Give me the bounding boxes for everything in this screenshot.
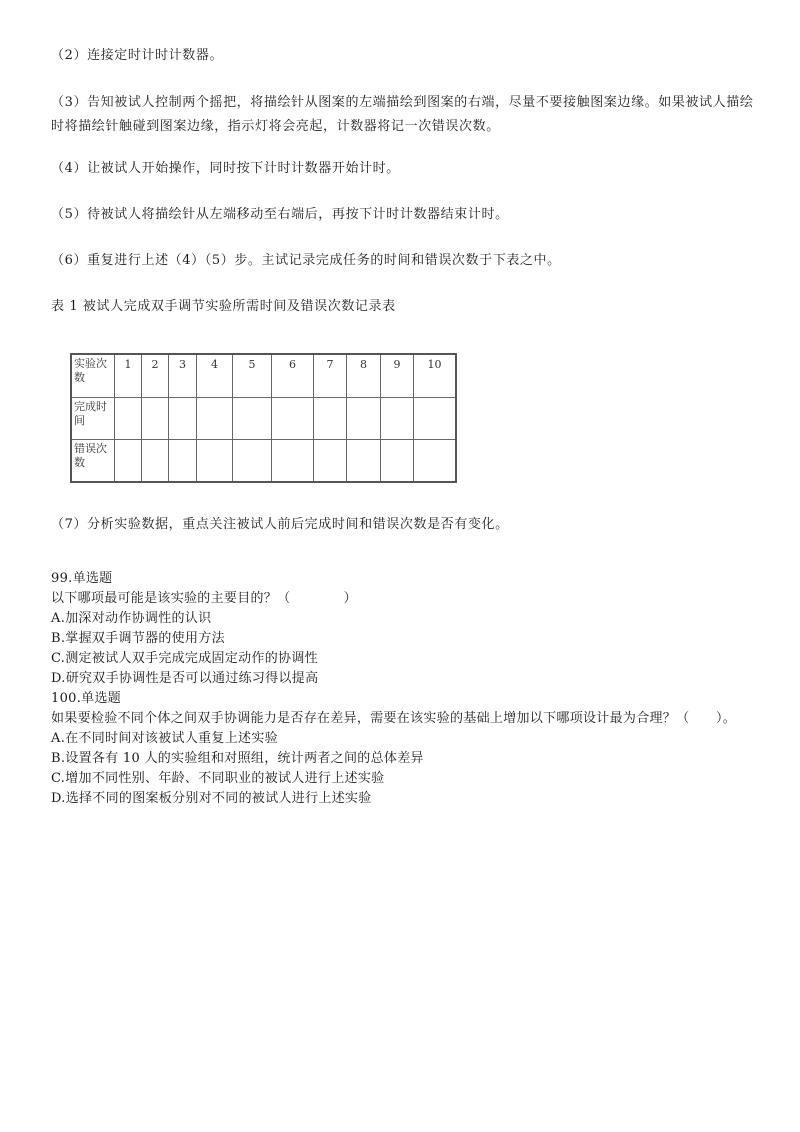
trial-number: 9: [381, 354, 414, 398]
question-99-option-c: C.测定被试人双手完成完成固定动作的协调性: [51, 651, 318, 666]
question-99-option-a: A.加深对动作协调性的认识: [51, 611, 212, 626]
row-header-trials: 实验次数: [71, 354, 115, 398]
trial-number: 2: [142, 354, 169, 398]
table-cell: [115, 398, 142, 440]
row-header-errors: 错误次数: [71, 440, 115, 483]
trial-number: 3: [169, 354, 197, 398]
table-caption: 表 1 被试人完成双手调节实验所需时间及错误次数记录表: [51, 299, 396, 314]
trial-number: 1: [115, 354, 142, 398]
question-99-stem: 以下哪项最可能是该实验的主要目的？（ ）: [51, 591, 357, 606]
table-cell: [115, 440, 142, 483]
trial-number: 8: [347, 354, 381, 398]
table-cell: [233, 398, 272, 440]
step-2: （2）连接定时计时计数器。: [51, 48, 224, 63]
question-100-number: 100.单选题: [51, 691, 122, 706]
table-cell: [414, 398, 457, 440]
table-cell: [169, 398, 197, 440]
table-row-time: [71, 398, 456, 440]
table-cell: [197, 440, 233, 483]
question-99-option-d: D.研究双手协调性是否可以通过练习得以提高: [51, 671, 319, 686]
trial-number: 7: [314, 354, 347, 398]
table-cell: [142, 440, 169, 483]
table-cell: [314, 440, 347, 483]
question-100-option-a: A.在不同时间对该被试人重复上述实验: [51, 731, 278, 746]
table-cell: [347, 398, 381, 440]
step-6: （6）重复进行上述（4）（5）步。主试记录完成任务的时间和错误次数于下表之中。: [51, 253, 561, 268]
trial-number: 5: [233, 354, 272, 398]
step-7: （7）分析实验数据，重点关注被试人前后完成时间和错误次数是否有变化。: [51, 517, 509, 532]
table-row-errors: [71, 440, 456, 483]
table-cell: [347, 440, 381, 483]
question-100-option-d: D.选择不同的图案板分别对不同的被试人进行上述实验: [51, 791, 372, 806]
step-3: （3）告知被试人控制两个摇把，将描绘针从图案的左端描绘到图案的右端，尽量不要接触图案边缘。如果被试人描绘时将描绘针触碰到图案边缘，指示灯将会亮起，计数器将记一次错误次数。: [51, 95, 754, 134]
step-5: （5）待被试人将描绘针从左端移动至右端后，再按下计时计数器结束计时。: [51, 207, 509, 222]
question-100-option-c: C.增加不同性别、年龄、不同职业的被试人进行上述实验: [51, 771, 385, 786]
trial-number: 4: [197, 354, 233, 398]
question-99-option-b: B.掌握双手调节器的使用方法: [51, 631, 225, 646]
table-cell: [233, 440, 272, 483]
table-cell: [272, 440, 314, 483]
question-100-option-b: B.设置各有 10 人的实验组和对照组，统计两者之间的总体差异: [51, 751, 424, 766]
table-cell: [381, 398, 414, 440]
question-100-stem: 如果要检验不同个体之间双手协调能力是否存在差异，需要在该实验的基础上增加以下哪项设计最为合理？（ ）。: [51, 711, 737, 726]
questions-section: [51, 569, 761, 809]
table-row-trials: [71, 354, 456, 398]
question-99-number: 99.单选题: [51, 571, 113, 586]
table-cell: [142, 398, 169, 440]
row-header-time: 完成时间: [71, 398, 115, 440]
trial-number: 10: [414, 354, 457, 398]
table-cell: [414, 440, 457, 483]
table-cell: [197, 398, 233, 440]
table-cell: [272, 398, 314, 440]
trial-number: 6: [272, 354, 314, 398]
step-4: （4）让被试人开始操作，同时按下计时计数器开始计时。: [51, 161, 400, 176]
table-cell: [314, 398, 347, 440]
record-table: [70, 353, 457, 483]
table-cell: [169, 440, 197, 483]
table-cell: [381, 440, 414, 483]
